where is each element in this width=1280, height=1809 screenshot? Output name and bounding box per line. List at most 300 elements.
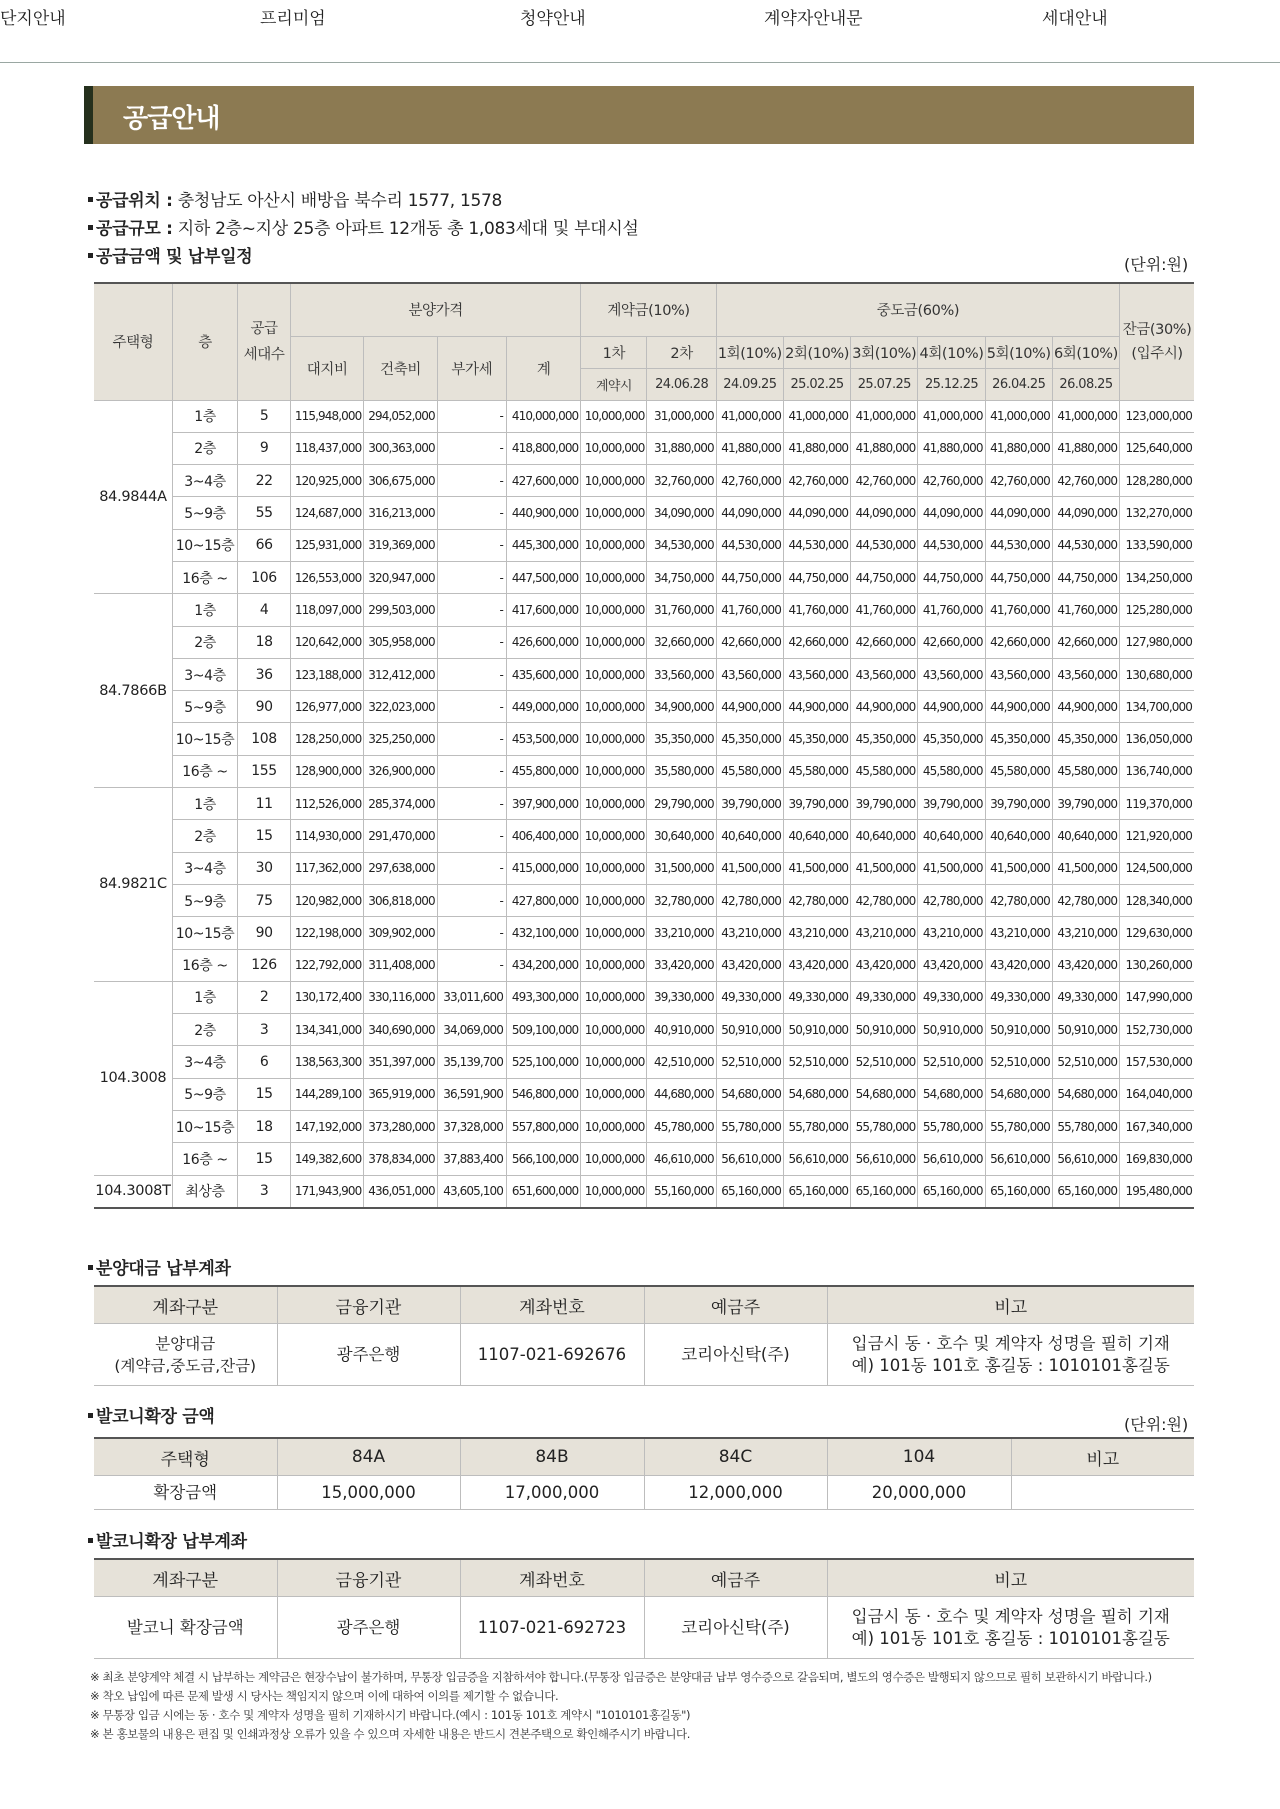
deposit-2-cell: 35,350,000	[647, 723, 716, 755]
deposit-2-cell: 39,330,000	[647, 981, 716, 1013]
deposit-1-cell: 10,000,000	[581, 949, 647, 981]
total-price-cell: 557,800,000	[506, 1111, 580, 1143]
interim-2-cell: 56,610,000	[783, 1143, 850, 1175]
interim-4-cell: 55,780,000	[918, 1111, 985, 1143]
table-row	[94, 691, 1194, 723]
floor-cell: 3~4층	[172, 1046, 237, 1078]
interim-3-cell: 43,420,000	[851, 949, 918, 981]
land-price-cell: 134,341,000	[291, 1014, 364, 1046]
vat-cell: -	[437, 917, 506, 949]
interim-1-cell: 40,640,000	[716, 820, 783, 852]
vat-cell: -	[437, 497, 506, 529]
nav-item-subscription[interactable]: 청약안내	[520, 9, 586, 29]
bullet-icon	[88, 225, 93, 230]
interim-4-cell: 39,790,000	[918, 788, 985, 820]
balance-cell: 195,480,000	[1120, 1175, 1194, 1208]
interim-5-cell: 43,210,000	[985, 917, 1052, 949]
account-number: 1107-021-692676	[460, 1324, 644, 1386]
units-cell: 90	[238, 917, 291, 949]
deposit-2-cell: 45,780,000	[647, 1111, 716, 1143]
deposit-2-cell: 29,790,000	[647, 788, 716, 820]
vat-cell: 35,139,700	[437, 1046, 506, 1078]
interim-1-cell: 55,780,000	[716, 1111, 783, 1143]
interim-5-cell: 43,420,000	[985, 949, 1052, 981]
interim-4-cell: 44,090,000	[918, 497, 985, 529]
floor-cell: 16층 ~	[172, 561, 237, 593]
interim-1-cell: 41,760,000	[716, 594, 783, 626]
header-interim-5: 5회(10%)	[985, 336, 1052, 368]
building-price-cell: 300,363,000	[364, 432, 437, 464]
interim-5-cell: 45,580,000	[985, 755, 1052, 787]
deposit-1-cell: 10,000,000	[581, 723, 647, 755]
table-row	[94, 1046, 1194, 1078]
table-row	[94, 432, 1194, 464]
land-price-cell: 126,553,000	[291, 561, 364, 593]
header-dep1-date: 계약시	[581, 368, 647, 400]
balcony-account-kind: 발코니 확장금액	[94, 1597, 277, 1659]
interim-6-cell: 41,880,000	[1052, 432, 1119, 464]
bullet-icon	[88, 1413, 93, 1418]
units-cell: 18	[238, 626, 291, 658]
interim-6-cell: 52,510,000	[1052, 1046, 1119, 1078]
floor-cell: 3~4층	[172, 852, 237, 884]
building-price-cell: 299,503,000	[364, 594, 437, 626]
header-note: 비고	[827, 1286, 1194, 1324]
deposit-1-cell: 10,000,000	[581, 626, 647, 658]
balance-cell: 123,000,000	[1120, 400, 1194, 432]
footnote: ※ 무통장 입금 시에는 동 · 호수 및 계약자 성명을 필히 기재하시기 바랍니다.(예시 : 101동 101호 계약시 "1010101홍길동")	[90, 1708, 691, 1722]
interim-1-cell: 65,160,000	[716, 1175, 783, 1208]
building-price-cell: 305,958,000	[364, 626, 437, 658]
interim-5-cell: 42,760,000	[985, 465, 1052, 497]
floor-cell: 3~4층	[172, 465, 237, 497]
table-row	[94, 755, 1194, 787]
building-price-cell: 306,818,000	[364, 884, 437, 916]
interim-3-cell: 41,760,000	[851, 594, 918, 626]
interim-4-cell: 50,910,000	[918, 1014, 985, 1046]
table-row	[94, 1175, 1194, 1208]
interim-6-cell: 44,090,000	[1052, 497, 1119, 529]
footnote: ※ 최초 분양계약 체결 시 납부하는 계약금은 현장수납이 불가하며, 무통장 입금증을 지참하셔야 합니다.(무통장 입금증은 분양대금 납부 영수증으로 갈음되며, 별도의 영수증은 발행되지 않으므로 필히 보관하시기 바랍니다.)	[90, 1670, 1152, 1684]
floor-cell: 2층	[172, 820, 237, 852]
table-row	[94, 1078, 1194, 1110]
interim-3-cell: 49,330,000	[851, 981, 918, 1013]
balcony-price-84c: 12,000,000	[644, 1476, 827, 1510]
interim-6-cell: 45,350,000	[1052, 723, 1119, 755]
floor-cell: 10~15층	[172, 1111, 237, 1143]
balcony-header-note: 비고	[1011, 1438, 1194, 1476]
balance-cell: 128,280,000	[1120, 465, 1194, 497]
building-price-cell: 330,116,000	[364, 981, 437, 1013]
interim-2-cell: 50,910,000	[783, 1014, 850, 1046]
header-dep2: 2차	[647, 336, 716, 368]
interim-4-cell: 42,760,000	[918, 465, 985, 497]
vat-cell: -	[437, 788, 506, 820]
total-price-cell: 426,600,000	[506, 626, 580, 658]
account-bank: 광주은행	[277, 1324, 460, 1386]
vat-cell: 37,328,000	[437, 1111, 506, 1143]
vat-cell: 34,069,000	[437, 1014, 506, 1046]
interim-6-cell: 49,330,000	[1052, 981, 1119, 1013]
deposit-1-cell: 10,000,000	[581, 1111, 647, 1143]
interim-4-cell: 43,210,000	[918, 917, 985, 949]
interim-1-cell: 49,330,000	[716, 981, 783, 1013]
interim-5-cell: 41,880,000	[985, 432, 1052, 464]
interim-1-cell: 43,210,000	[716, 917, 783, 949]
building-price-cell: 319,369,000	[364, 529, 437, 561]
units-cell: 5	[238, 400, 291, 432]
interim-6-cell: 43,420,000	[1052, 949, 1119, 981]
table-row	[94, 1143, 1194, 1175]
interim-6-cell: 41,500,000	[1052, 852, 1119, 884]
interim-1-cell: 54,680,000	[716, 1078, 783, 1110]
header-dep2-date: 24.06.28	[647, 368, 716, 400]
interim-3-cell: 41,500,000	[851, 852, 918, 884]
units-cell: 2	[238, 981, 291, 1013]
total-price-cell: 435,600,000	[506, 658, 580, 690]
top-nav	[0, 0, 1280, 63]
interim-4-cell: 43,420,000	[918, 949, 985, 981]
deposit-2-cell: 34,530,000	[647, 529, 716, 561]
total-price-cell: 434,200,000	[506, 949, 580, 981]
deposit-2-cell: 55,160,000	[647, 1175, 716, 1208]
balcony-price-104: 20,000,000	[827, 1476, 1011, 1510]
interim-4-cell: 41,500,000	[918, 852, 985, 884]
interim-5-cell: 52,510,000	[985, 1046, 1052, 1078]
interim-2-cell: 65,160,000	[783, 1175, 850, 1208]
deposit-1-cell: 10,000,000	[581, 981, 647, 1013]
nav-item-units[interactable]: 세대안내	[1042, 9, 1108, 29]
land-price-cell: 126,977,000	[291, 691, 364, 723]
vat-cell: -	[437, 820, 506, 852]
vat-cell: -	[437, 658, 506, 690]
land-price-cell: 149,382,600	[291, 1143, 364, 1175]
header-interim-6: 6회(10%)	[1052, 336, 1119, 368]
interim-1-cell: 44,750,000	[716, 561, 783, 593]
header-sale-price: 분양가격	[291, 283, 581, 336]
interim-6-cell: 41,760,000	[1052, 594, 1119, 626]
header-balance: 잔금(30%) (입주시)	[1120, 283, 1194, 400]
interim-3-cell: 56,610,000	[851, 1143, 918, 1175]
building-price-cell: 325,250,000	[364, 723, 437, 755]
units-cell: 22	[238, 465, 291, 497]
interim-3-cell: 41,000,000	[851, 400, 918, 432]
land-price-cell: 144,289,100	[291, 1078, 364, 1110]
floor-cell: 최상층	[172, 1175, 237, 1208]
bullet-icon	[88, 197, 93, 202]
land-price-cell: 120,982,000	[291, 884, 364, 916]
vat-cell: 36,591,900	[437, 1078, 506, 1110]
land-price-cell: 117,362,000	[291, 852, 364, 884]
interim-5-cell: 41,760,000	[985, 594, 1052, 626]
vat-cell: -	[437, 626, 506, 658]
floor-cell: 1층	[172, 788, 237, 820]
balcony-row-label: 확장금액	[94, 1476, 277, 1510]
interim-3-cell: 50,910,000	[851, 1014, 918, 1046]
land-price-cell: 120,642,000	[291, 626, 364, 658]
vat-cell: 43,605,100	[437, 1175, 506, 1208]
balcony-account-header-kind: 계좌구분	[94, 1559, 277, 1597]
deposit-2-cell: 33,560,000	[647, 658, 716, 690]
total-price-cell: 418,800,000	[506, 432, 580, 464]
balcony-header-type: 주택형	[94, 1438, 277, 1476]
deposit-2-cell: 34,750,000	[647, 561, 716, 593]
footnote: ※ 본 홍보물의 내용은 편집 및 인쇄과정상 오류가 있을 수 있으며 자세한 내용은 반드시 견본주택으로 확인해주시기 바랍니다.	[90, 1727, 691, 1741]
building-price-cell: 436,051,000	[364, 1175, 437, 1208]
header-account-number: 계좌번호	[460, 1286, 644, 1324]
building-price-cell: 365,919,000	[364, 1078, 437, 1110]
unit-type-cell: 84.9821C	[94, 788, 172, 982]
total-price-cell: 432,100,000	[506, 917, 580, 949]
deposit-1-cell: 10,000,000	[581, 561, 647, 593]
interim-3-cell: 41,880,000	[851, 432, 918, 464]
interim-5-cell: 44,750,000	[985, 561, 1052, 593]
supply-scale: 공급규모 : 지하 2층~지상 25층 아파트 12개동 총 1,083세대 및 부대시설	[88, 214, 639, 239]
account-note: 입금시 동 · 호수 및 계약자 성명을 필히 기재 예) 101동 101호 홍길동 : 1010101홍길동	[827, 1324, 1194, 1386]
balcony-account-title: 발코니확장 납부계좌	[88, 1527, 247, 1552]
deposit-2-cell: 46,610,000	[647, 1143, 716, 1175]
header-interim: 중도금(60%)	[716, 283, 1119, 336]
interim-5-cell: 44,530,000	[985, 529, 1052, 561]
balance-cell: 132,270,000	[1120, 497, 1194, 529]
interim-2-cell: 49,330,000	[783, 981, 850, 1013]
units-cell: 106	[238, 561, 291, 593]
page-title: 공급안내	[123, 104, 220, 134]
interim-2-cell: 55,780,000	[783, 1111, 850, 1143]
land-price-cell: 120,925,000	[291, 465, 364, 497]
header-bank: 금융기관	[277, 1286, 460, 1324]
total-price-cell: 445,300,000	[506, 529, 580, 561]
floor-cell: 16층 ~	[172, 755, 237, 787]
header-interim-date-5: 26.04.25	[985, 368, 1052, 400]
unit-type-cell: 84.7866B	[94, 594, 172, 788]
interim-1-cell: 42,780,000	[716, 884, 783, 916]
header-interim-3: 3회(10%)	[851, 336, 918, 368]
land-price-cell: 114,930,000	[291, 820, 364, 852]
interim-1-cell: 44,900,000	[716, 691, 783, 723]
land-price-cell: 125,931,000	[291, 529, 364, 561]
interim-6-cell: 44,750,000	[1052, 561, 1119, 593]
deposit-2-cell: 30,640,000	[647, 820, 716, 852]
floor-cell: 1층	[172, 400, 237, 432]
vat-cell: -	[437, 755, 506, 787]
interim-5-cell: 41,000,000	[985, 400, 1052, 432]
land-price-cell: 118,097,000	[291, 594, 364, 626]
deposit-2-cell: 35,580,000	[647, 755, 716, 787]
interim-5-cell: 54,680,000	[985, 1078, 1052, 1110]
land-price-cell: 124,687,000	[291, 497, 364, 529]
balcony-account-header-holder: 예금주	[644, 1559, 827, 1597]
interim-5-cell: 40,640,000	[985, 820, 1052, 852]
interim-4-cell: 45,580,000	[918, 755, 985, 787]
header-deposit: 계약금(10%)	[581, 283, 716, 336]
units-cell: 108	[238, 723, 291, 755]
interim-5-cell: 44,090,000	[985, 497, 1052, 529]
building-price-cell: 326,900,000	[364, 755, 437, 787]
interim-3-cell: 55,780,000	[851, 1111, 918, 1143]
balance-cell: 124,500,000	[1120, 852, 1194, 884]
nav-item-contract[interactable]: 계약자안내문	[764, 9, 863, 29]
deposit-1-cell: 10,000,000	[581, 1078, 647, 1110]
balance-cell: 164,040,000	[1120, 1078, 1194, 1110]
interim-2-cell: 43,560,000	[783, 658, 850, 690]
header-interim-1: 1회(10%)	[716, 336, 783, 368]
total-price-cell: 546,800,000	[506, 1078, 580, 1110]
units-cell: 9	[238, 432, 291, 464]
deposit-1-cell: 10,000,000	[581, 497, 647, 529]
interim-4-cell: 43,560,000	[918, 658, 985, 690]
table-row	[94, 1014, 1194, 1046]
total-price-cell: 447,500,000	[506, 561, 580, 593]
interim-1-cell: 44,090,000	[716, 497, 783, 529]
header-interim-date-4: 25.12.25	[918, 368, 985, 400]
table-row	[94, 594, 1194, 626]
interim-5-cell: 42,660,000	[985, 626, 1052, 658]
header-type: 주택형	[94, 283, 172, 400]
building-price-cell: 291,470,000	[364, 820, 437, 852]
units-cell: 18	[238, 1111, 291, 1143]
interim-6-cell: 43,560,000	[1052, 658, 1119, 690]
interim-3-cell: 44,900,000	[851, 691, 918, 723]
interim-5-cell: 42,780,000	[985, 884, 1052, 916]
table-row	[94, 497, 1194, 529]
table-row	[94, 658, 1194, 690]
table-row	[94, 917, 1194, 949]
account-table	[94, 1285, 1194, 1386]
land-price-cell: 118,437,000	[291, 432, 364, 464]
interim-3-cell: 54,680,000	[851, 1078, 918, 1110]
interim-1-cell: 43,420,000	[716, 949, 783, 981]
deposit-1-cell: 10,000,000	[581, 884, 647, 916]
interim-4-cell: 42,660,000	[918, 626, 985, 658]
interim-1-cell: 45,350,000	[716, 723, 783, 755]
interim-2-cell: 41,000,000	[783, 400, 850, 432]
account-holder: 코리아신탁(주)	[644, 1324, 827, 1386]
total-price-cell: 410,000,000	[506, 400, 580, 432]
interim-4-cell: 65,160,000	[918, 1175, 985, 1208]
deposit-2-cell: 34,090,000	[647, 497, 716, 529]
floor-cell: 10~15층	[172, 917, 237, 949]
deposit-1-cell: 10,000,000	[581, 1014, 647, 1046]
units-cell: 126	[238, 949, 291, 981]
deposit-1-cell: 10,000,000	[581, 594, 647, 626]
interim-6-cell: 65,160,000	[1052, 1175, 1119, 1208]
deposit-1-cell: 10,000,000	[581, 852, 647, 884]
header-interim-date-2: 25.02.25	[783, 368, 850, 400]
interim-3-cell: 39,790,000	[851, 788, 918, 820]
header-interim-date-3: 25.07.25	[851, 368, 918, 400]
vat-cell: -	[437, 594, 506, 626]
table-row	[94, 1111, 1194, 1143]
table-row	[94, 561, 1194, 593]
floor-cell: 3~4층	[172, 658, 237, 690]
header-dep1: 1차	[581, 336, 647, 368]
header-interim-2: 2회(10%)	[783, 336, 850, 368]
unit-label: (단위:원)	[1124, 255, 1189, 274]
header-land: 대지비	[291, 336, 364, 400]
interim-4-cell: 42,780,000	[918, 884, 985, 916]
interim-2-cell: 41,500,000	[783, 852, 850, 884]
vat-cell: -	[437, 723, 506, 755]
balcony-price-84a: 15,000,000	[277, 1476, 460, 1510]
header-total: 계	[506, 336, 580, 400]
building-price-cell: 340,690,000	[364, 1014, 437, 1046]
building-price-cell: 297,638,000	[364, 852, 437, 884]
header-units: 공급 세대수	[238, 283, 291, 400]
balance-cell: 130,680,000	[1120, 658, 1194, 690]
interim-1-cell: 41,000,000	[716, 400, 783, 432]
header-floor: 층	[172, 283, 237, 400]
interim-3-cell: 52,510,000	[851, 1046, 918, 1078]
interim-6-cell: 42,780,000	[1052, 884, 1119, 916]
vat-cell: -	[437, 852, 506, 884]
interim-4-cell: 44,750,000	[918, 561, 985, 593]
interim-4-cell: 40,640,000	[918, 820, 985, 852]
building-price-cell: 312,412,000	[364, 658, 437, 690]
interim-2-cell: 41,880,000	[783, 432, 850, 464]
balcony-account-header-bank: 금융기관	[277, 1559, 460, 1597]
vat-cell: -	[437, 884, 506, 916]
deposit-2-cell: 32,760,000	[647, 465, 716, 497]
deposit-2-cell: 32,660,000	[647, 626, 716, 658]
total-price-cell: 509,100,000	[506, 1014, 580, 1046]
land-price-cell: 123,188,000	[291, 658, 364, 690]
price-schedule-table	[94, 282, 1194, 1209]
header-interim-date-1: 24.09.25	[716, 368, 783, 400]
interim-2-cell: 43,420,000	[783, 949, 850, 981]
vat-cell: -	[437, 432, 506, 464]
interim-6-cell: 44,530,000	[1052, 529, 1119, 561]
deposit-1-cell: 10,000,000	[581, 465, 647, 497]
floor-cell: 16층 ~	[172, 1143, 237, 1175]
nav-item-complex[interactable]: 단지안내	[0, 9, 66, 29]
balance-cell: 147,990,000	[1120, 981, 1194, 1013]
units-cell: 3	[238, 1014, 291, 1046]
interim-3-cell: 44,750,000	[851, 561, 918, 593]
deposit-2-cell: 34,900,000	[647, 691, 716, 723]
land-price-cell: 138,563,300	[291, 1046, 364, 1078]
building-price-cell: 322,023,000	[364, 691, 437, 723]
floor-cell: 1층	[172, 981, 237, 1013]
header-interim-date-6: 26.08.25	[1052, 368, 1119, 400]
table-row	[94, 884, 1194, 916]
bullet-icon	[88, 1538, 93, 1543]
footnote: ※ 착오 납입에 따른 문제 발생 시 당사는 책임지지 않으며 이에 대하여 이의를 제기할 수 없습니다.	[90, 1689, 559, 1703]
deposit-1-cell: 10,000,000	[581, 432, 647, 464]
nav-item-premium[interactable]: 프리미엄	[260, 9, 326, 29]
balcony-unit-label: (단위:원)	[1124, 1415, 1189, 1434]
interim-2-cell: 42,780,000	[783, 884, 850, 916]
floor-cell: 5~9층	[172, 497, 237, 529]
interim-1-cell: 42,660,000	[716, 626, 783, 658]
interim-1-cell: 42,760,000	[716, 465, 783, 497]
deposit-1-cell: 10,000,000	[581, 658, 647, 690]
deposit-2-cell: 40,910,000	[647, 1014, 716, 1046]
balance-cell: 157,530,000	[1120, 1046, 1194, 1078]
interim-2-cell: 44,090,000	[783, 497, 850, 529]
total-price-cell: 415,000,000	[506, 852, 580, 884]
interim-2-cell: 41,760,000	[783, 594, 850, 626]
table-row	[94, 529, 1194, 561]
floor-cell: 5~9층	[172, 691, 237, 723]
deposit-1-cell: 10,000,000	[581, 820, 647, 852]
land-price-cell: 122,792,000	[291, 949, 364, 981]
building-price-cell: 373,280,000	[364, 1111, 437, 1143]
deposit-2-cell: 31,500,000	[647, 852, 716, 884]
header-account-kind: 계좌구분	[94, 1286, 277, 1324]
deposit-2-cell: 31,880,000	[647, 432, 716, 464]
interim-2-cell: 40,640,000	[783, 820, 850, 852]
